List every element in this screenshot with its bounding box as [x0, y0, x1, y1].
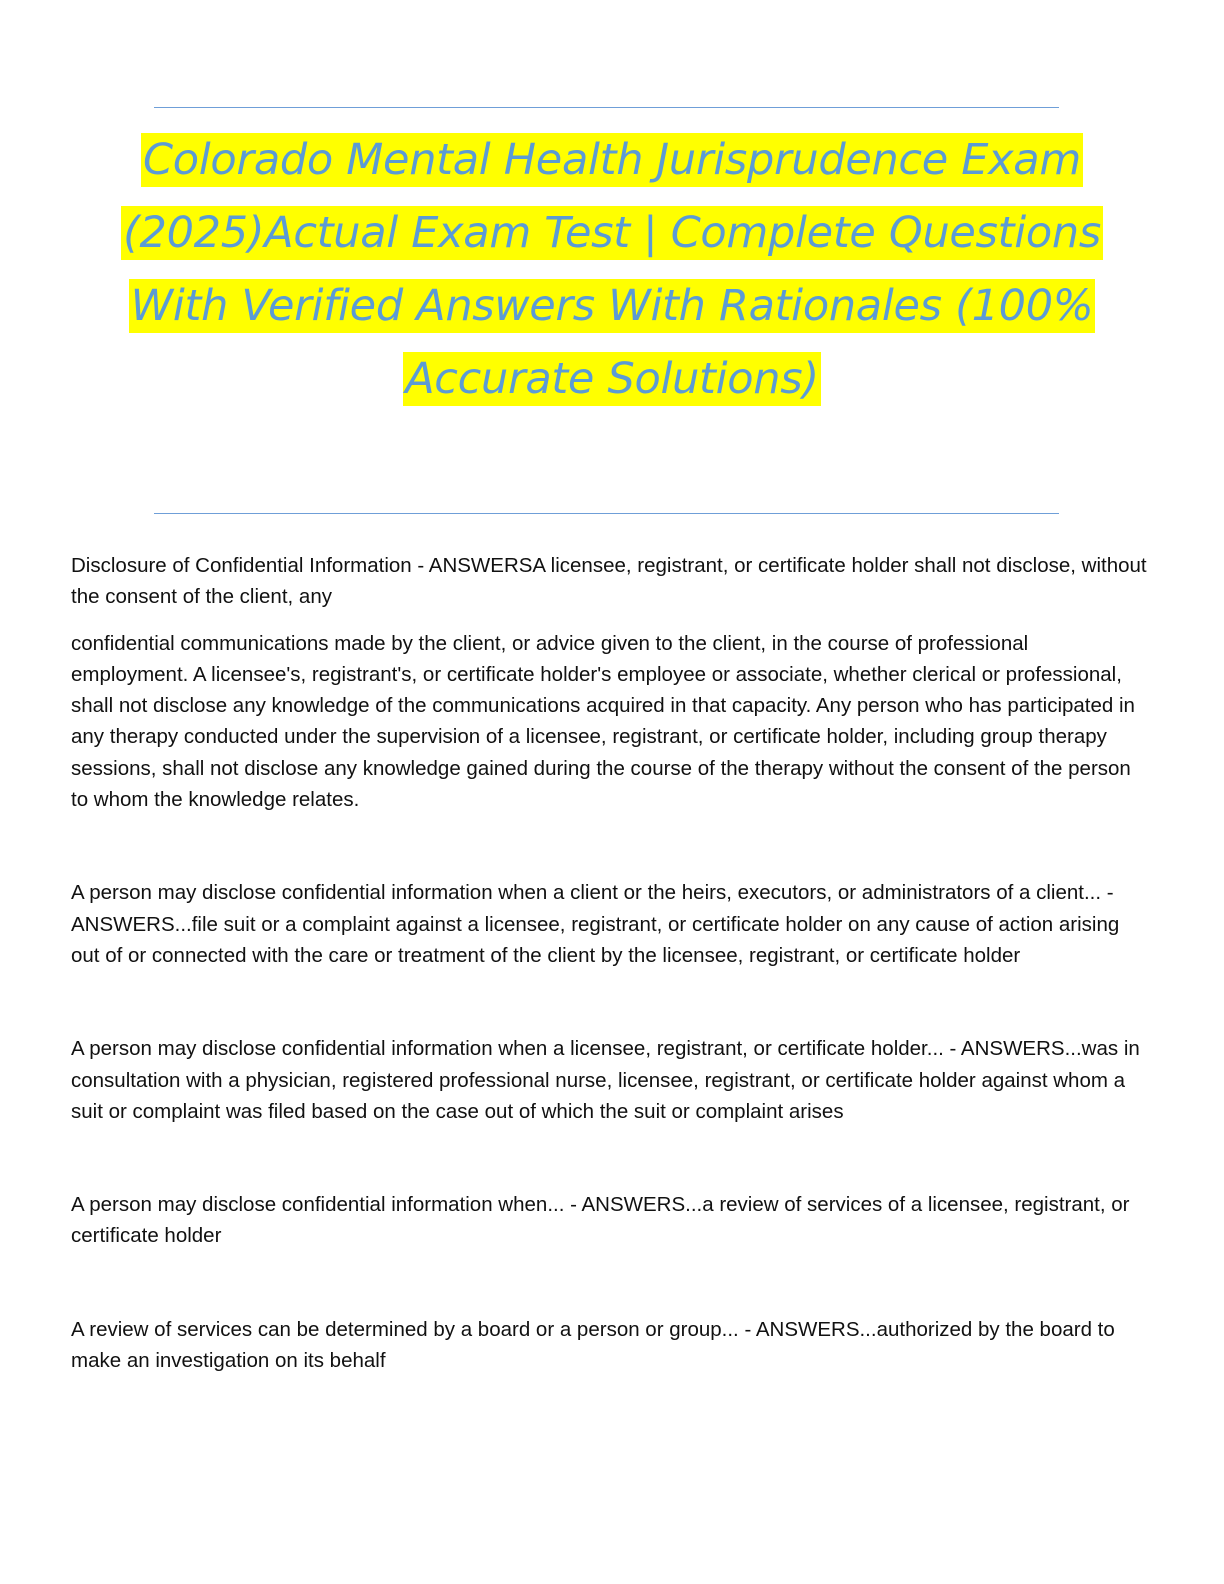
paragraph-qa-client-suit: A person may disclose confidential information when a client or the heirs, executors, or administrators of a client... - ANSWERS...file suit or a complaint against a licensee, registrant, or certificate holder on any cause of action arising out of or connected with the care or treatment of the client by the licensee, registrant, or certificate holder	[71, 881, 1120, 967]
paragraph-qa-consultation: A person may disclose confidential information when a licensee, registrant, or certificate holder... - ANSWERS...was in consultation with a physician, registered professional nurse, licensee, registrant, or certificate holder against whom a suit or complaint was filed based on the case out of which the suit or complaint arises	[71, 1037, 1140, 1123]
document-title	[110, 124, 1114, 416]
paragraph-qa-board-authorized: A review of services can be determined by a board or a person or group... - ANSWERS...authorized by the board to make an investigation on its behalf	[71, 1317, 1115, 1373]
document-body	[71, 550, 1151, 1376]
document-title-text: Colorado Mental Health Jurisprudence Exam (2025)Actual Exam Test | Complete Questions With Verified Answers With Rationales (100% Accurate Solutions)	[123, 135, 1101, 404]
title-top-rule	[154, 107, 1059, 108]
paragraph-qa-review-of-services: A person may disclose confidential information when... - ANSWERS...a review of services of a licensee, registrant, or certificate holder	[71, 1193, 1130, 1248]
title-bottom-rule	[154, 513, 1059, 514]
paragraph-disclosure: Disclosure of Confidential Information - ANSWERSA licensee, registrant, or certificate holder shall not disclose, without the consent of the client, any	[71, 554, 1147, 609]
paragraph-disclosure-continued: confidential communications made by the client, or advice given to the client, in the course of professional employment. A licensee's, registrant's, or certificate holder's employee or associate, whether clerical or professional, shall not disclose any knowledge of the communications acquired in that capacity. Any person who has participated in any therapy conducted under the supervision of a licensee, registrant, or certificate holder, including group therapy sessions, shall not disclose any knowledge gained during the course of the therapy without the consent of the person to whom the knowledge relates.	[71, 631, 1135, 812]
